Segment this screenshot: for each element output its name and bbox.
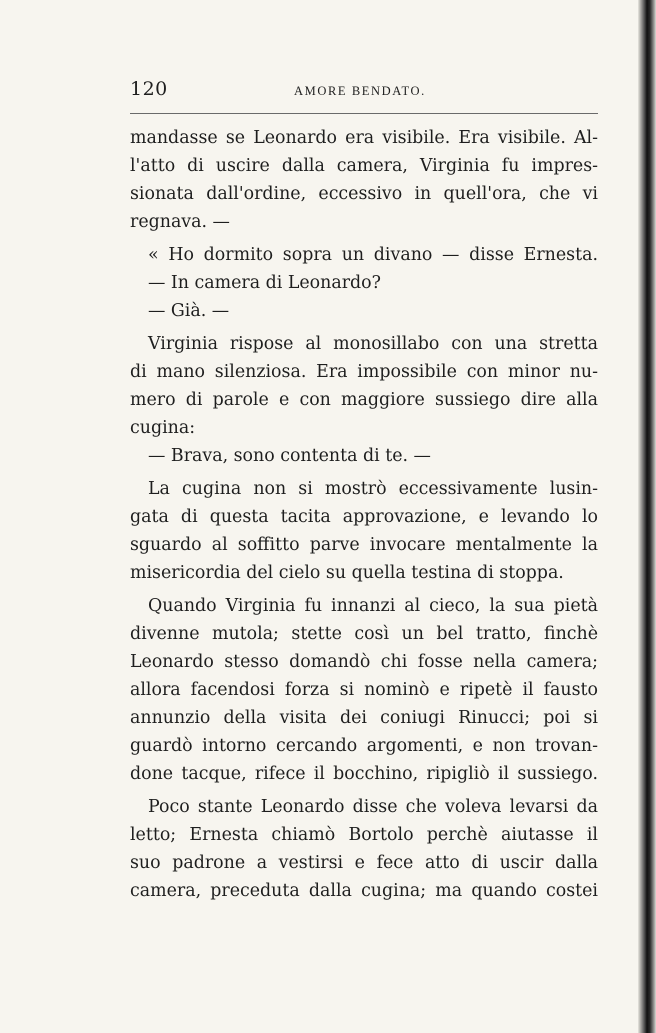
text-line: annunzio della visita dei coniugi Rinucci; poi si: [130, 708, 598, 728]
text-line: Poco stante Leonardo disse che voleva levarsi da: [148, 797, 598, 817]
text-line: mandasse se Leonardo era visibile. Era visibile. Al-: [130, 128, 598, 148]
text-line: Quando Virginia fu innanzi al cieco, la sua pietà: [148, 596, 598, 616]
text-line: cugina:: [130, 418, 196, 438]
text-line: mero di parole e con maggiore sussiego dire alla: [130, 390, 598, 410]
text-line: — Brava, sono contenta di te. —: [148, 446, 431, 466]
text-line: misericordia del cielo su quella testina di stoppa.: [130, 563, 564, 583]
header-rule: [130, 113, 598, 114]
text-line: done tacque, rifece il bocchino, ripigliò il sussiego.: [130, 764, 598, 784]
text-line: di mano silenziosa. Era impossibile con minor nu-: [130, 362, 598, 382]
text-line: sionata dall'ordine, eccessivo in quell'ora, che vi: [130, 184, 598, 204]
text-line: allora facendosi forza si nominò e ripetè il fausto: [130, 680, 598, 700]
text-line: « Ho dormito sopra un divano — disse Ernesta.: [148, 245, 598, 265]
text-line: l'atto di uscire dalla camera, Virginia fu impres-: [130, 156, 598, 176]
text-line: letto; Ernesta chiamò Bortolo perchè aiutasse il: [130, 825, 598, 845]
binding-edge: [638, 0, 656, 1033]
text-line: — In camera di Leonardo?: [148, 273, 381, 293]
text-line: divenne mutola; stette così un bel tratto, finchè: [130, 624, 598, 644]
text-line: — Già. —: [148, 301, 230, 321]
text-line: gata di questa tacita approvazione, e levando lo: [130, 507, 598, 527]
page-header: [130, 78, 598, 104]
text-line: sguardo al soffitto parve invocare mentalmente la: [130, 535, 598, 555]
text-line: camera, preceduta dalla cugina; ma quando costei: [130, 881, 598, 901]
body-text: [130, 124, 598, 905]
text-line: Virginia rispose al monosillabo con una stretta: [148, 334, 598, 354]
text-line: La cugina non si mostrò eccessivamente lusin-: [148, 479, 598, 499]
page-number: 120: [130, 78, 168, 100]
text-line: regnava. —: [130, 212, 230, 232]
text-line: suo padrone a vestirsi e fece atto di uscir dalla: [130, 853, 598, 873]
text-line: Leonardo stesso domandò chi fosse nella camera;: [130, 652, 598, 672]
text-line: guardò intorno cercando argomenti, e non trovan-: [130, 736, 598, 756]
running-title: AMORE BENDATO.: [294, 84, 426, 98]
